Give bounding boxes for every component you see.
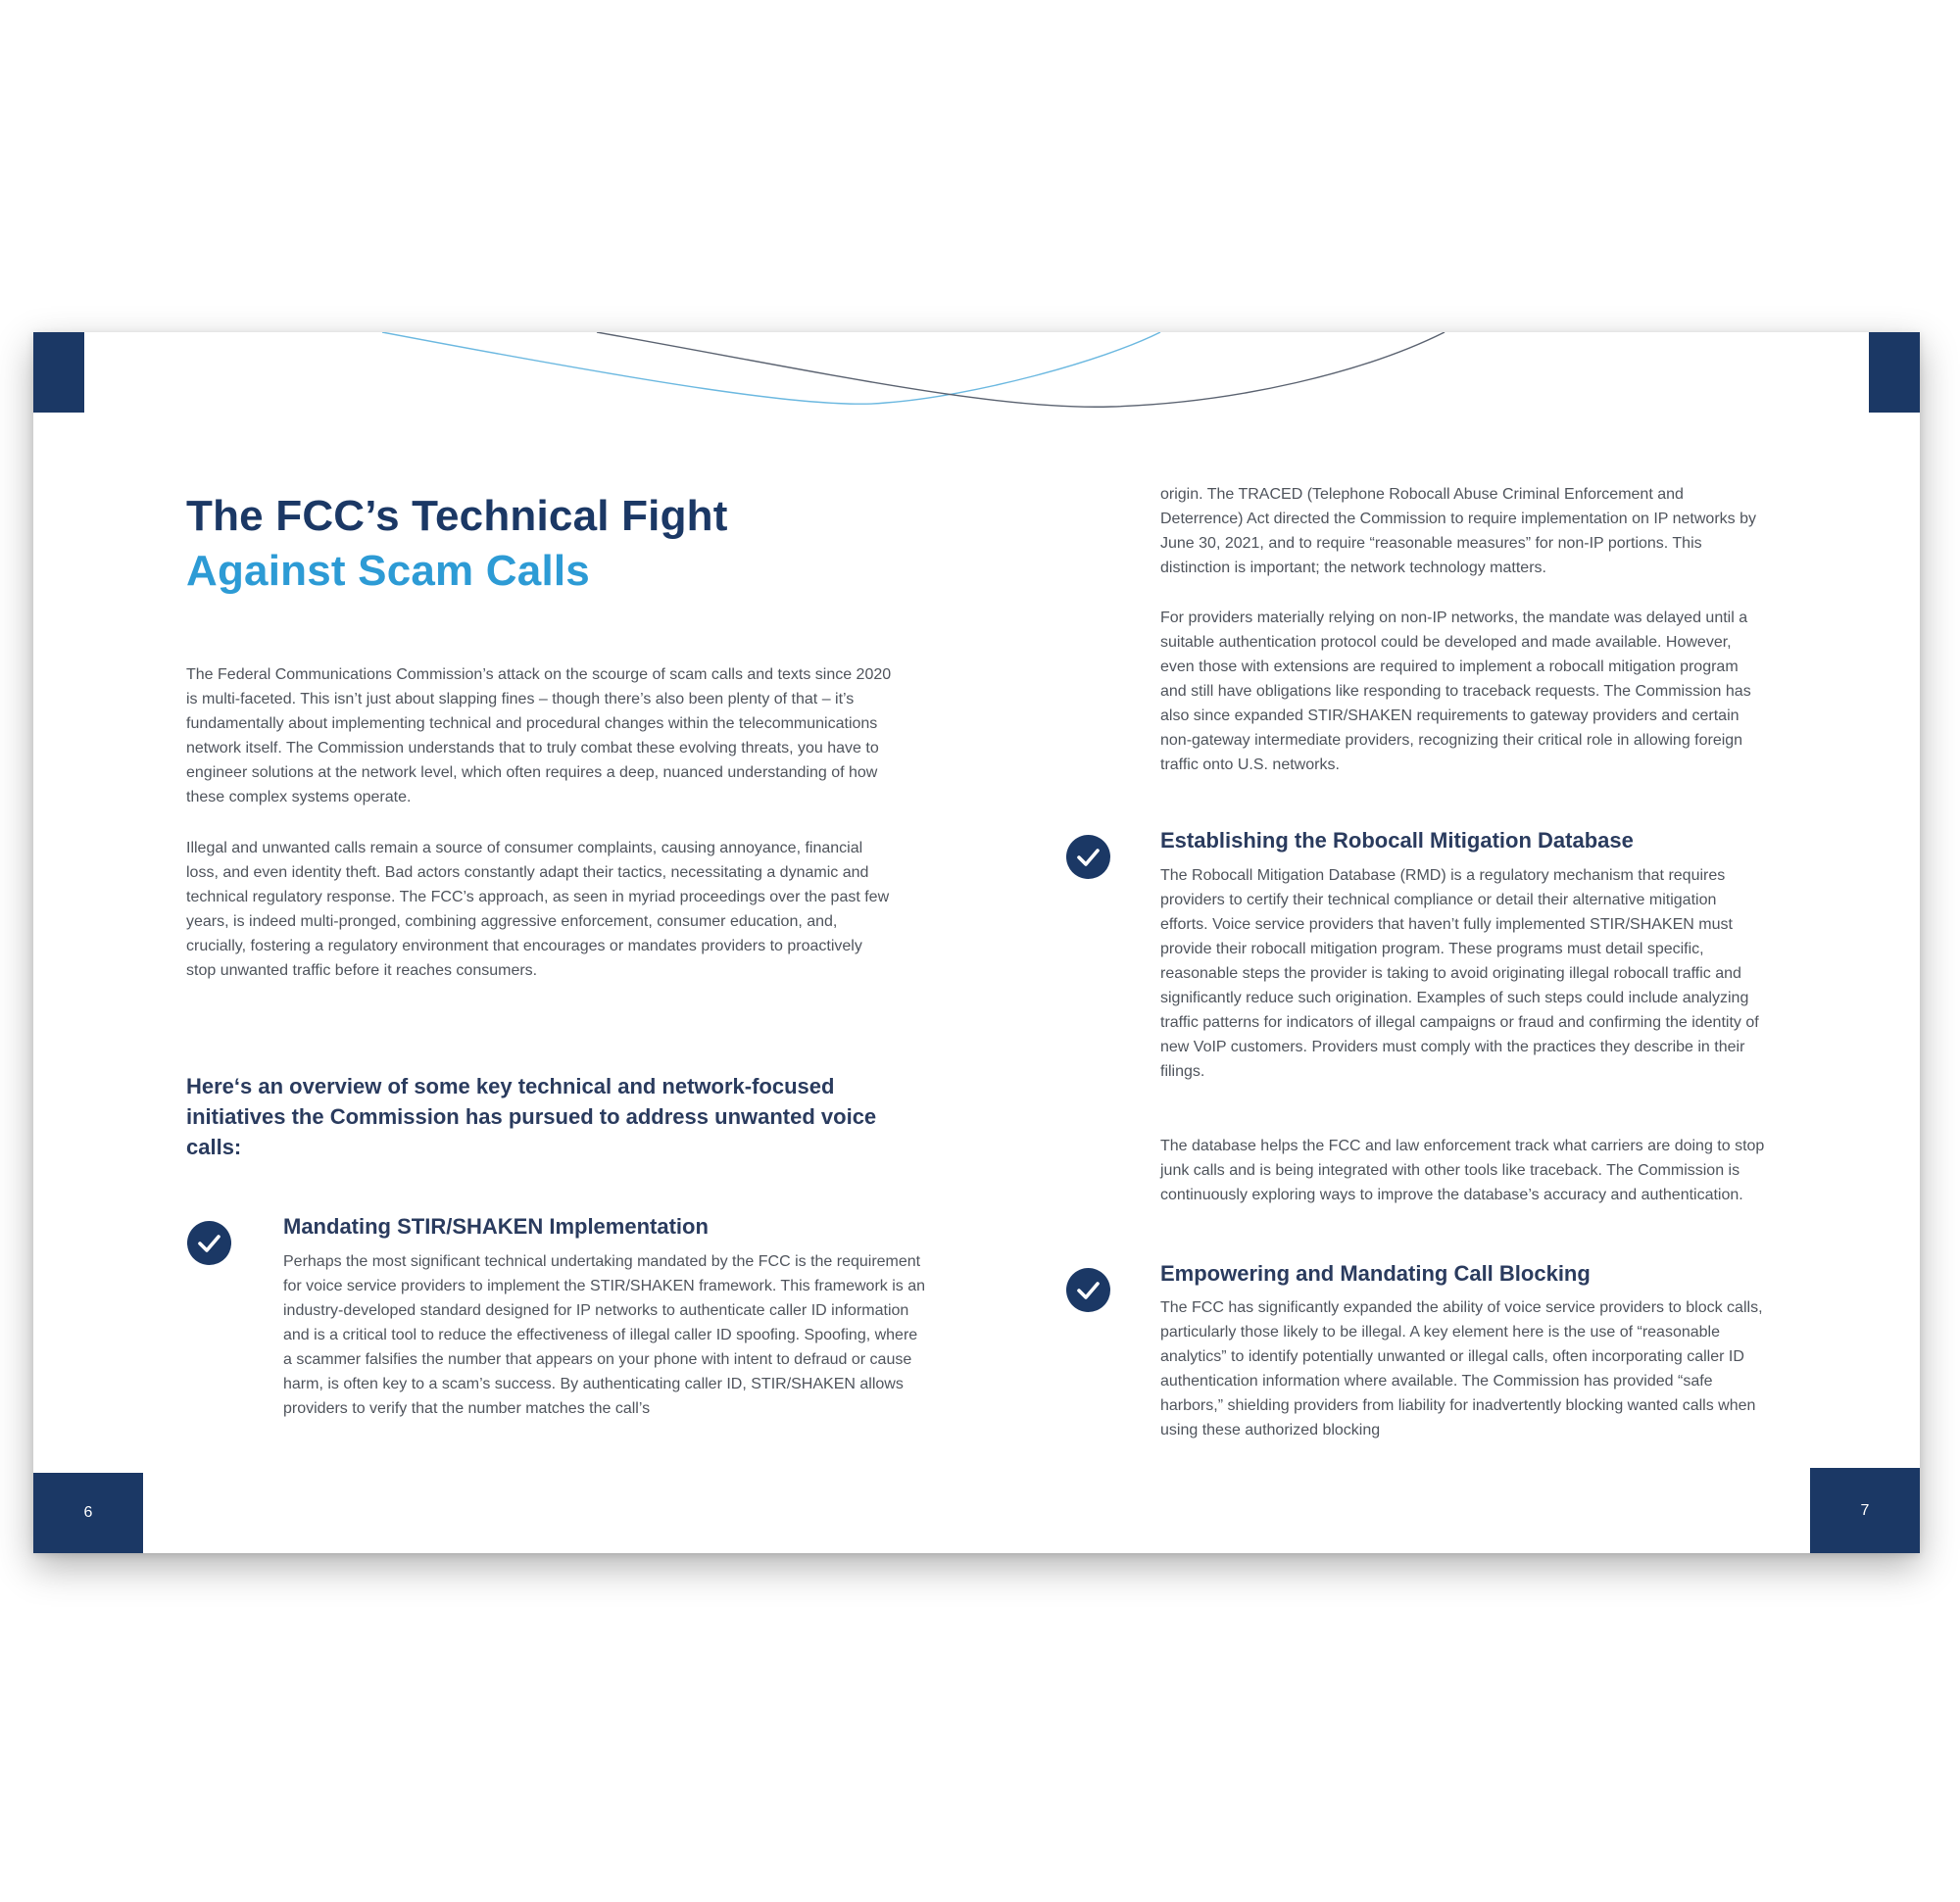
check-circle-icon [187,1221,231,1265]
section-heading-robocall-database: Establishing the Robocall Mitigation Database [1160,828,1634,853]
section-heading-stir-shaken: Mandating STIR/SHAKEN Implementation [283,1214,709,1239]
continuation-paragraph-2: For providers materially relying on non-IP networks, the mandate was delayed until a suitable authentication protocol could be developed and made available. However, even those with extensions are required to implement a robocall mitigation program and still have obligations like responding to traceback requests. The Commission has also since expanded STIR/SHAKEN requirements to gateway providers and certain non-gateway intermediate providers, recognizing their critical role in allowing foreign traffic onto U.S. networks. [1160,610,1751,773]
page-number-left [33,1473,143,1553]
brochure-spread [33,332,1920,1553]
intro-paragraph-2: Illegal and unwanted calls remain a source of consumer complaints, causing annoyance, financial loss, and even identity theft. Bad actors constantly adapt their tactics, necessitating a dynamic and technical regulatory response. The FCC’s approach, as seen in myriad proceedings over the past few years, is indeed multi-pronged, combining aggressive enforcement, consumer education, and, crucially, fostering a regulatory environment that encourages or mandates providers to proactively stop unwanted traffic before it reaches consumers. [186,840,890,979]
page-number-left-label: 6 [83,1504,93,1521]
check-circle-icon [1066,835,1110,879]
title-line-1: The FCC’s Technical Fight [186,492,728,540]
section-body-stir-shaken: Perhaps the most significant technical undertaking mandated by the FCC is the requirement for voice service providers to implement the STIR/SHAKEN framework. This framework is an industry-developed standard designed for IP networks to authenticate caller ID information and is a critical tool to reduce the effectiveness of illegal caller ID spoofing. Spoofing, where a scammer falsifies the number that appears on your phone with intent to defraud or cause harm, is often key to a scam’s success. By authenticating caller ID, STIR/SHAKEN allows providers to verify that the number matches the call’s [283,1253,926,1417]
top-right-corner-block [1869,332,1920,413]
page-title [186,489,728,599]
section-heading-call-blocking: Empowering and Mandating Call Blocking [1160,1261,1591,1286]
decorative-wave-lines [33,332,1920,430]
continuation-paragraph-1: origin. The TRACED (Telephone Robocall Abuse Criminal Enforcement and Deterrence) Act directed the Commission to require implementation on IP networks by June 30, 2021, and to require “reasonable measures” for non-IP portions. This distinction is important; the network technology matters. [1160,486,1756,576]
page-number-right-label: 7 [1860,1501,1870,1519]
check-circle-icon [1066,1268,1110,1312]
page-number-right [1810,1468,1920,1553]
section-body-robocall-database-1: The Robocall Mitigation Database (RMD) is a regulatory mechanism that requires providers to certify their technical compliance or detail their alternative mitigation efforts. Voice service providers that haven’t fully implemented STIR/SHAKEN must provide their robocall mitigation program. These programs must detail specific, reasonable steps the provider is taking to avoid originating illegal robocall traffic and significantly reduce such origination. Examples of such steps could include analyzing traffic patterns for indicators of illegal campaigns or fraud and confirming the identity of new VoIP customers. Providers must comply with the practices they describe in their filings. [1160,867,1759,1080]
intro-paragraph-1: The Federal Communications Commission’s attack on the scourge of scam calls and texts since 2020 is multi-faceted. This isn’t just about slapping fines – though there’s also been plenty of that – it’s fundamentally about implementing technical and procedural changes within the telecommunications network itself. The Commission understands that to truly combat these evolving threats, you have to engineer solutions at the network level, which often requires a deep, nuanced understanding of how these complex systems operate. [186,666,892,805]
section-body-call-blocking: The FCC has significantly expanded the ability of voice service providers to block calls, particularly those likely to be illegal. A key element here is the use of “reasonable analytics” to identify potentially unwanted or illegal calls, often incorporating caller ID authentication information where available. The Commission has provided “safe harbors,” shielding providers from liability for inadvertently blocking wanted calls when using these authorized blocking [1160,1299,1763,1439]
title-line-2: Against Scam Calls [186,547,590,595]
top-left-corner-block [33,332,84,413]
overview-heading: Here‘s an overview of some key technical and network-focused initiatives the Commission has pursued to address unwanted voice calls: [186,1074,877,1159]
section-body-robocall-database-2: The database helps the FCC and law enforcement track what carriers are doing to stop junk calls and is being integrated with other tools like traceback. The Commission is continuously exploring ways to improve the database’s accuracy and authentication. [1160,1138,1765,1203]
